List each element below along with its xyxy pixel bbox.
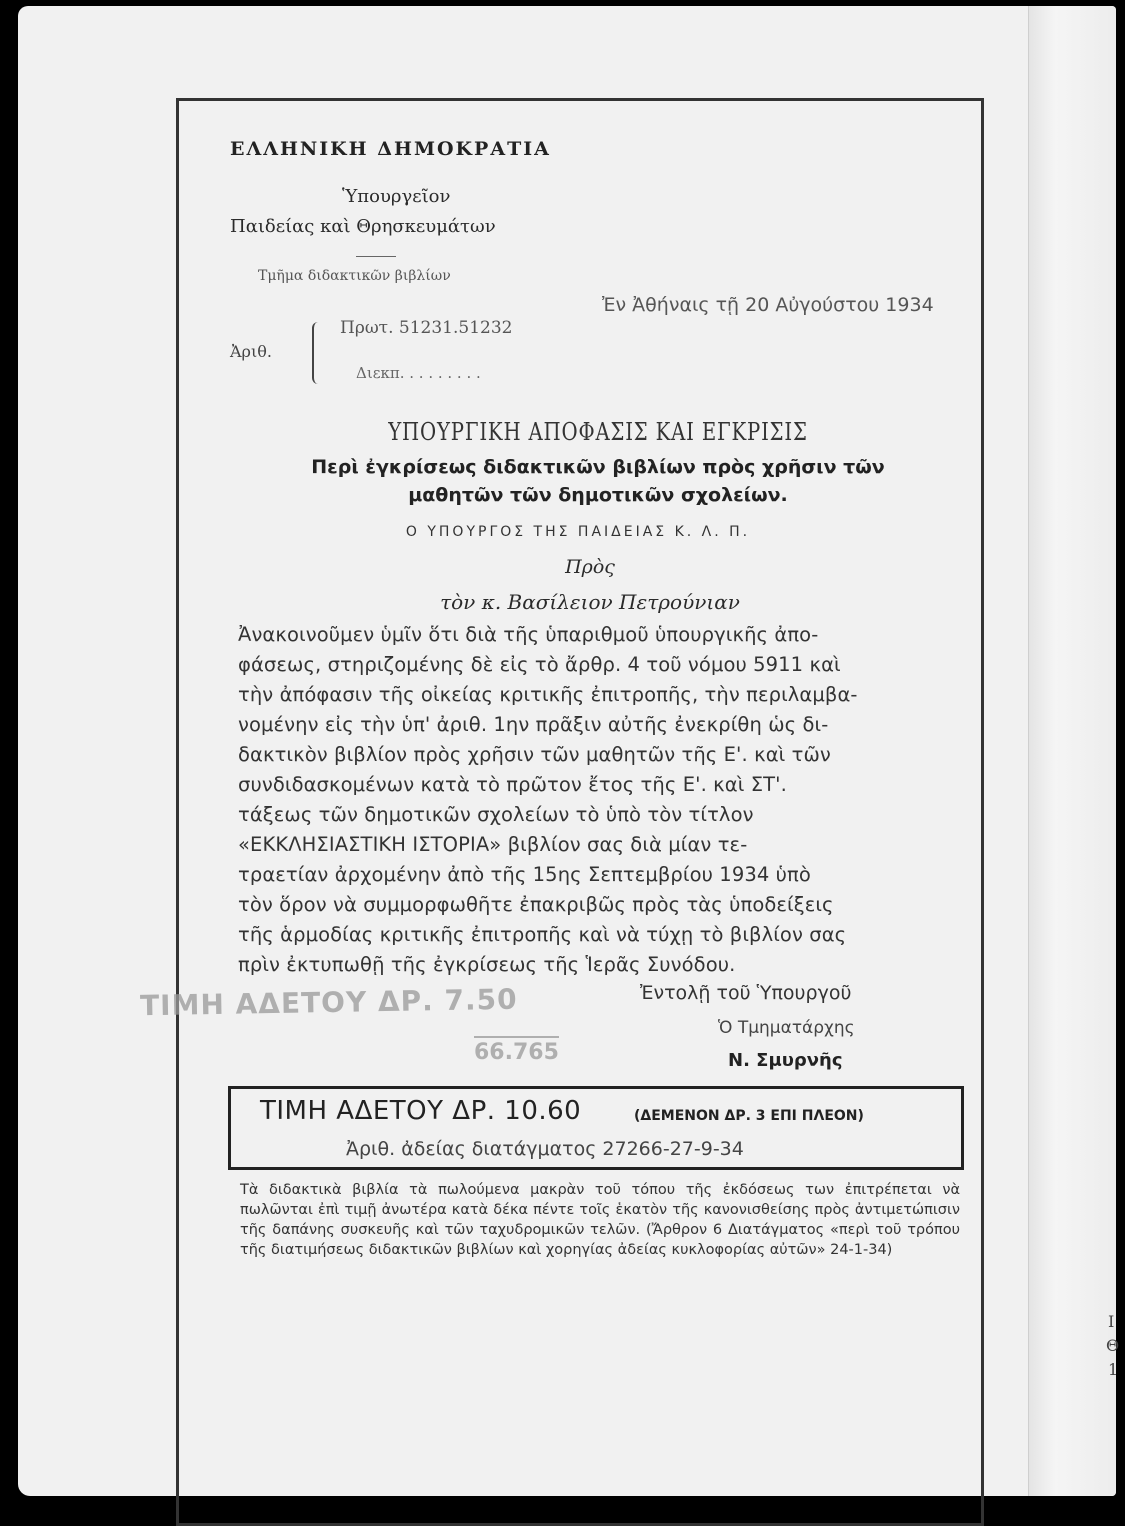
body-line: Ἀνακοινοῦμεν ὑμῖν ὅτι διὰ τῆς ὑπαριθμοῦ ὑπουργικῆς ἀπο- bbox=[238, 623, 819, 646]
signature-name: Ν. Σμυρνῆς bbox=[728, 1050, 843, 1071]
republic-heading: ΕΛΛΗΝΙΚΗ ΔΗΜΟΚΡΑΤΙΑ bbox=[230, 138, 551, 160]
signature-order: Ἐντολῇ τοῦ Ὑπουργοῦ bbox=[640, 982, 852, 1004]
body-line: νομένην εἰς τὴν ὑπ' ἀριθ. 1ην πρᾶξιν αὐτῆς ἐνεκρίθη ὡς δι- bbox=[238, 713, 829, 736]
decision-title: ΥΠΟΥΡΓΙΚΗ ΑΠΟΦΑΣΙΣ ΚΑΙ ΕΓΚΡΙΣΙΣ bbox=[388, 418, 808, 446]
old-number-stamp: 66.765 bbox=[474, 1036, 559, 1065]
ref-diekp: Διεκπ. . . . . . . . . bbox=[356, 364, 481, 382]
decision-body bbox=[238, 620, 968, 980]
body-line: «ΕΚΚΛΗΣΙΑΣΤΙΚΗ ΙΣΤΟΡΙΑ» βιβλίον σας διὰ μίαν τε- bbox=[238, 833, 748, 856]
decision-subtitle-2: μαθητῶν τῶν δημοτικῶν σχολείων. bbox=[408, 484, 788, 506]
body-line: τὸν ὅρον νὰ συμμορφωθῆτε ἐπακριβῶς πρὸς τὰς ὑποδείξεις bbox=[238, 893, 834, 916]
signature-role: Ὁ Τμηματάρχης bbox=[718, 1018, 855, 1038]
footnote: Τὰ διδακτικὰ βιβλία τὰ πωλούμενα μακρὰν τοῦ τόπου τῆς ἐκδόσεως των ἐπιτρέπεται νὰ πωλῶνται ἐπὶ τιμῇ ἀνωτέρα κατὰ δέκα πέντε τοῖς ἑκατὸν τῆς κανονισθείσης πρὸς ἀντιμετώπισιν τῆς δαπάνης συσκευῆς καὶ τῶν ταχυδρομικῶν τελῶν. (Ἄρθρον 6 Διατάγματος «περὶ τοῦ τρόπου τῆς διατιμήσεως διδακτικῶν βιβλίων καὶ χορηγίας ἀδείας κυκλοφορίας αὐτῶν» 24-1-34) bbox=[240, 1182, 960, 1258]
body-line: τὴν ἀπόφασιν τῆς οἰκείας κριτικῆς ἐπιτροπῆς, τὴν περιλαμβα- bbox=[238, 683, 858, 706]
price-main: ΤΙΜΗ ΑΔΕΤΟΥ ΔΡ. 10.60 bbox=[260, 1096, 582, 1126]
ref-label: Ἀριθ. bbox=[230, 342, 272, 361]
body-line: τῆς ἁρμοδίας κριτικῆς ἐπιτροπῆς καὶ νὰ τύχῃ τὸ βιβλίον σας bbox=[238, 923, 847, 946]
decision-subtitle-1: Περὶ ἐγκρίσεως διδακτικῶν βιβλίων πρὸς χρῆσιν τῶν bbox=[311, 456, 885, 478]
minister-line: Ο ΥΠΟΥΡΓΟΣ ΤΗΣ ΠΑΙΔΕΙΑΣ Κ. Λ. Π. bbox=[405, 524, 751, 540]
date-line: Ἐν Ἀθήναις τῇ 20 Αὐγούστου 1934 bbox=[602, 294, 934, 316]
body-line: τραετίαν ἀρχομένην ἀπὸ τῆς 15ης Σεπτεμβρίου 1934 ὑπὸ bbox=[238, 863, 811, 886]
old-price-stamp: ΤΙΜΗ ΑΔΕΤΟΥ ΔΡ. 7.50 bbox=[139, 982, 518, 1023]
body-line: συνδιδασκομένων κατὰ τὸ πρῶτον ἔτος τῆς Ε'. καὶ ΣΤ'. bbox=[238, 773, 787, 796]
edge-mark: Ι bbox=[1108, 1312, 1115, 1331]
ministry-line-1: Ὑπουργεῖον bbox=[342, 186, 451, 207]
to-label: Πρὸς bbox=[565, 556, 615, 578]
ref-brace bbox=[312, 322, 324, 384]
ref-protocol: Πρωτ. 51231.51232 bbox=[340, 318, 513, 338]
page-edge-strip bbox=[1028, 6, 1119, 1496]
body-line: φάσεως, στηριζομένης δὲ εἰς τὸ ἄρθρ. 4 τοῦ νόμου 5911 καὶ bbox=[238, 653, 841, 676]
department-line: Τμῆμα διδακτικῶν βιβλίων bbox=[258, 268, 451, 284]
body-line: δακτικὸν βιβλίον πρὸς χρῆσιν τῶν μαθητῶν τῆς Ε'. καὶ τῶν bbox=[238, 743, 831, 766]
edge-mark: 1 bbox=[1108, 1360, 1119, 1379]
ministry-line-2: Παιδείας καὶ Θρησκευμάτων bbox=[230, 216, 496, 237]
edge-mark: Θ bbox=[1106, 1336, 1120, 1355]
permit-line: Ἀριθ. ἀδείας διατάγματος 27266-27-9-34 bbox=[346, 1138, 744, 1160]
addressee: τὸν κ. Βασίλειον Πετρούνιαν bbox=[440, 590, 740, 614]
header-rule bbox=[356, 256, 396, 257]
price-extra: (ΔΕΜΕΝΟΝ ΔΡ. 3 ΕΠΙ ΠΛΕΟΝ) bbox=[634, 1108, 864, 1124]
body-line: τάξεως τῶν δημοτικῶν σχολείων τὸ ὑπὸ τὸν τίτλον bbox=[238, 803, 754, 826]
body-line: πρὶν ἐκτυπωθῇ τῆς ἐγκρίσεως τῆς Ἱερᾶς Συνόδου. bbox=[238, 953, 736, 976]
